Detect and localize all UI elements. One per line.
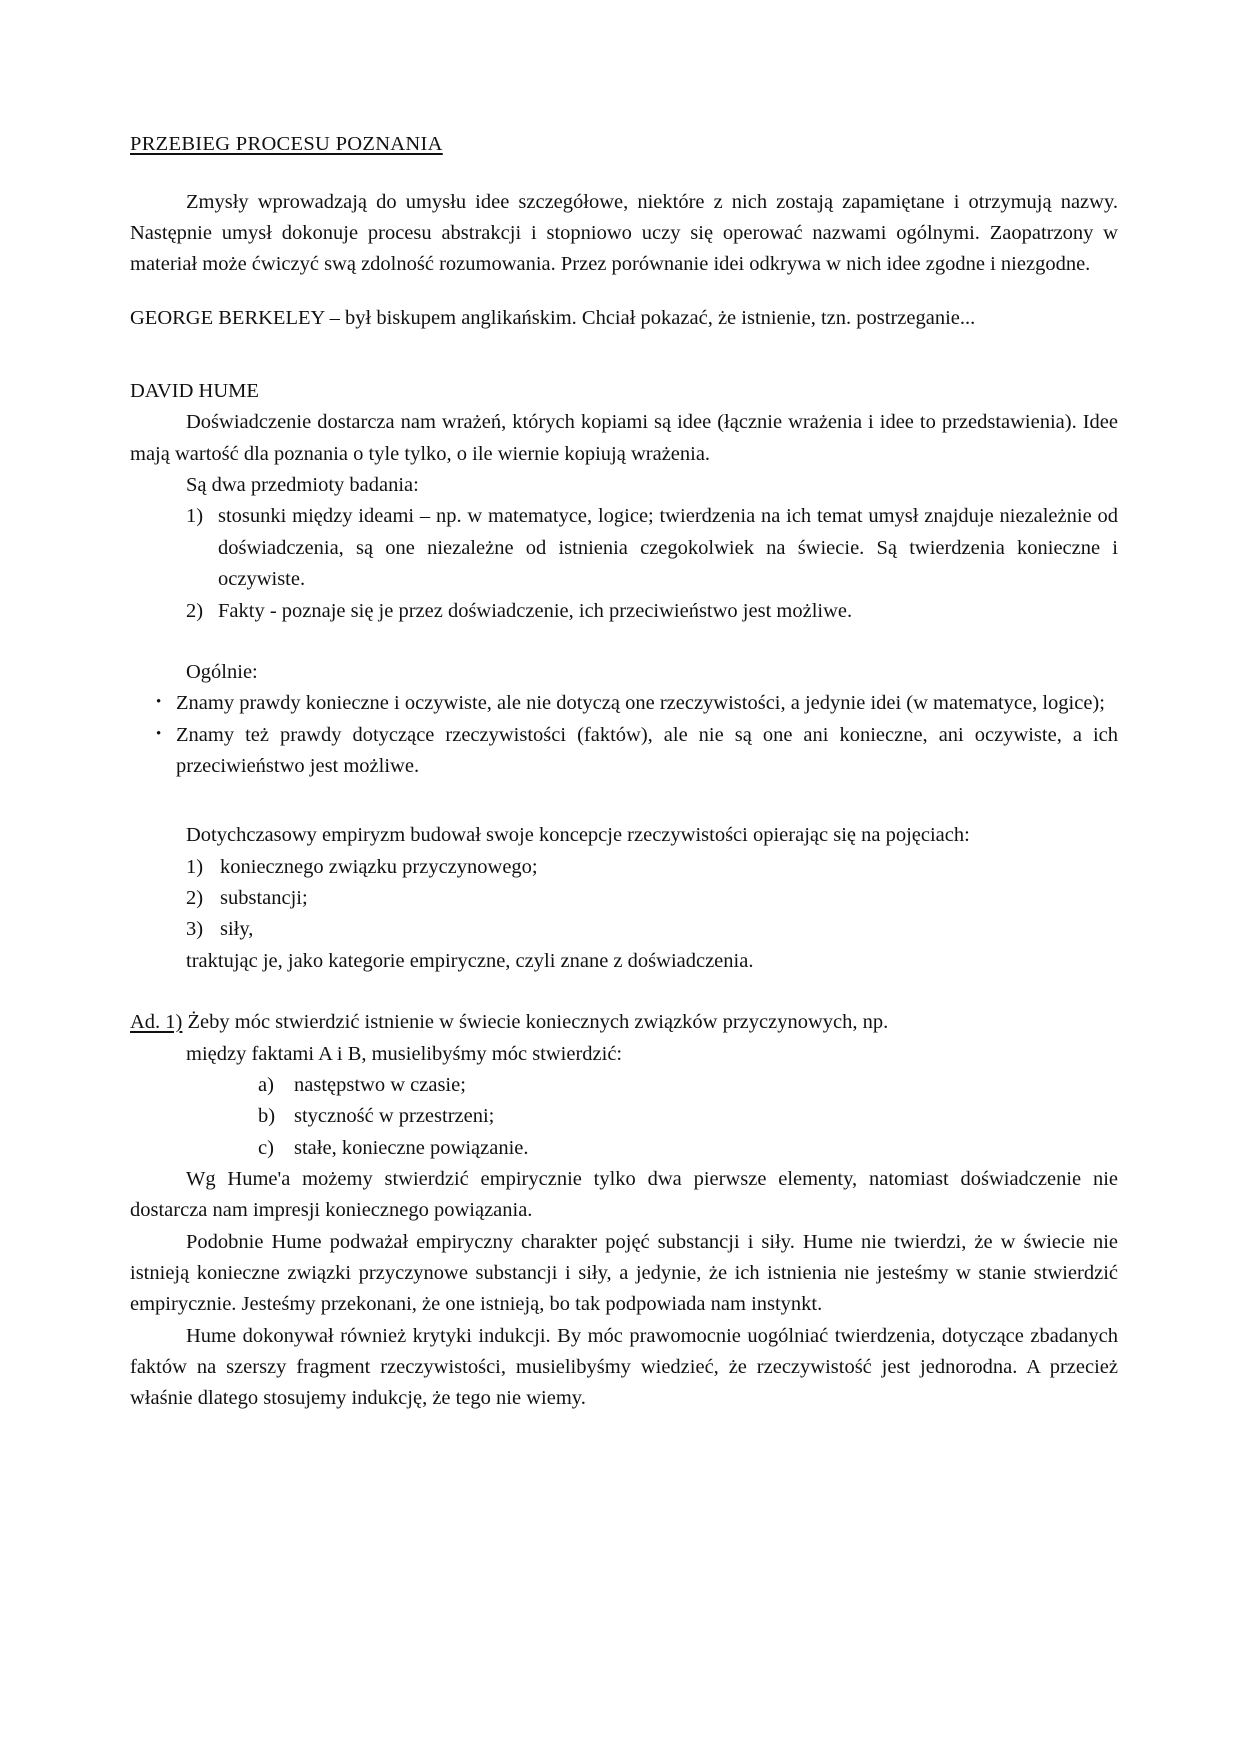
- bullet-icon: •: [156, 725, 162, 742]
- list-item: [130, 720, 1118, 783]
- list-marker: b): [258, 1105, 276, 1128]
- paragraph-indukcja: Hume dokonywał również krytyki indukcji. By móc prawomocnie uogólniać twierdzenia, dotyczące zbadanych faktów na szerszy fragment rzeczywistości, musielibyśmy wiedzieć, że rzeczywistość jest jednorodna. A przecież właśnie dlatego stosujemy indukcję, że tego nie wiemy.: [130, 1324, 1118, 1410]
- section-spacer: [130, 977, 1118, 1007]
- list-text: następstwo w czasie;: [294, 1073, 466, 1096]
- berkeley-paragraph: GEORGE BERKELEY – był biskupem anglikańskim. Chciał pokazać, że istnienie, tzn. postrzeganie...: [130, 306, 976, 329]
- list-marker: 2): [186, 599, 204, 622]
- hume-general-lead: Ogólnie:: [186, 660, 258, 683]
- hume-subjects-list: [130, 501, 1118, 626]
- list-item: [130, 1070, 1118, 1101]
- ad1-lead: Żeby móc stwierdzić istnienie w świecie koniecznych związków przyczynowych, np.: [182, 1011, 889, 1034]
- list-item: [130, 883, 1118, 914]
- list-text: siły,: [220, 918, 254, 941]
- ad1-continuation: między faktami A i B, musielibyśmy móc stwierdzić:: [186, 1042, 623, 1065]
- list-text: stałe, konieczne powiązanie.: [294, 1136, 529, 1159]
- list-item: [130, 1101, 1118, 1132]
- empiricism-list: [130, 852, 1118, 946]
- section-spacer: [130, 356, 1118, 376]
- paragraph-wg-hume: Wg Hume'a możemy stwierdzić empirycznie tylko dwa pierwsze elementy, natomiast doświadczenie nie dostarcza nam impresji koniecznego powiązania.: [130, 1167, 1118, 1222]
- list-marker: 1): [186, 505, 204, 528]
- hume-subjects-lead: Są dwa przedmioty badania:: [186, 474, 419, 497]
- list-text: styczność w przestrzeni;: [294, 1105, 495, 1128]
- page-title: PRZEBIEG PROCESU POZNANIA: [130, 133, 443, 155]
- list-item: [130, 501, 1118, 595]
- list-item: [130, 852, 1118, 883]
- list-marker: 1): [186, 855, 204, 878]
- hume-paragraph-1: Doświadczenie dostarcza nam wrażeń, których kopiami są idee (łącznie wrażenia i idee to przedstawienia). Idee mają wartość dla poznania o tyle tylko, o ile wiernie kopiują wrażenia.: [130, 411, 1118, 465]
- intro-paragraph: Zmysły wprowadzają do umysłu idee szczegółowe, niektóre z nich zostają zapamiętane i otrzymują nazwy. Następnie umysł dokonuje procesu abstrakcji i stopniowo uczy się operować nazwami ogólnymi. Zaopatrzony w materiał może ćwiczyć swą zdolność rozumowania. Przez porównanie idei odkrywa w nich idee zgodne i niezgodne.: [130, 190, 1118, 276]
- list-marker: 2): [186, 887, 204, 910]
- empiricism-lead: Dotychczasowy empiryzm budował swoje koncepcje rzeczywistości opierając się na pojęciach:: [186, 824, 970, 847]
- ad1-label: Ad. 1): [130, 1011, 183, 1034]
- list-text: stosunki między ideami – np. w matematyce, logice; twierdzenia na ich temat umysł znajduje niezależnie od doświadczenia, są one niezależne od istnienia czegokolwiek na świecie. Są twierdzenia konieczne i oczywiste.: [218, 505, 1118, 591]
- section-spacer: [130, 782, 1118, 820]
- list-text: substancji;: [220, 887, 308, 910]
- list-item: [130, 914, 1118, 945]
- list-item: [130, 596, 1118, 627]
- list-text: koniecznego związku przyczynowego;: [220, 855, 538, 878]
- list-item: [130, 1133, 1118, 1164]
- list-marker: a): [258, 1073, 274, 1096]
- list-marker: c): [258, 1136, 274, 1159]
- ad1-heading: [130, 1007, 1118, 1038]
- paragraph-podobnie: Podobnie Hume podważał empiryczny charakter pojęć substancji i siły. Hume nie twierdzi, że w świecie nie istnieją konieczne związki przyczynowe substancji i siły, a jedynie, że ich istnienia nie jesteśmy w stanie stwierdzić empirycznie. Jesteśmy przekonani, że one istnieją, bo tak podpowiada nam instynkt.: [130, 1230, 1118, 1316]
- list-item: [130, 688, 1118, 719]
- empiricism-tail: traktując je, jako kategorie empiryczne, czyli znane z doświadczenia.: [186, 949, 754, 972]
- list-text: Znamy prawdy konieczne i oczywiste, ale nie dotyczą one rzeczywistości, a jedynie idei (w matematyce, logice);: [176, 692, 1105, 715]
- list-marker: 3): [186, 918, 204, 941]
- list-text: Fakty - poznaje się je przez doświadczenie, ich przeciwieństwo jest możliwe.: [218, 599, 853, 622]
- bullet-icon: •: [156, 694, 162, 711]
- ad1-letter-list: [130, 1070, 1118, 1164]
- section-spacer: [130, 627, 1118, 657]
- hume-general-bullets: [130, 688, 1118, 782]
- list-text: Znamy też prawdy dotyczące rzeczywistości (faktów), ale nie są one ani konieczne, ani oczywiste, a ich przeciwieństwo jest możliwe.: [176, 723, 1118, 777]
- hume-heading: DAVID HUME: [130, 380, 259, 403]
